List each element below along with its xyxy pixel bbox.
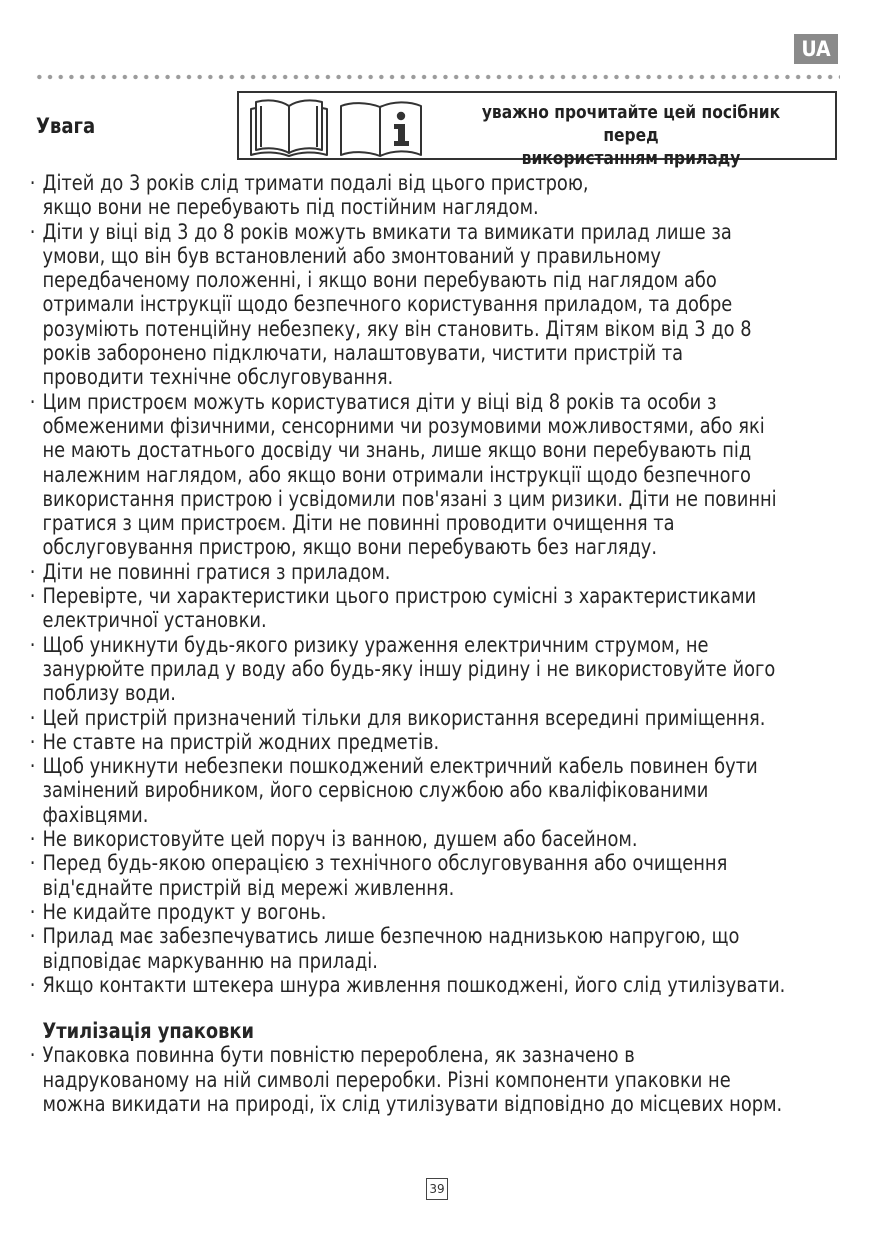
bullet-marker: · <box>29 219 36 244</box>
list-item <box>0 705 766 730</box>
list-item-line: Не кидайте продукт у вогонь. <box>42 899 327 924</box>
list-item <box>0 851 744 900</box>
list-item-line: обслуговування пристрою, якщо вони перебувають без нагляду. <box>42 535 658 560</box>
list-item <box>0 632 776 706</box>
list-item-line: Упаковка повинна бути повністю перероблена, як зазначено в <box>42 1043 635 1068</box>
list-item-line: обмеженими фізичними, сенсорними чи розумовими можливостями, або які <box>42 413 765 438</box>
list-item-line: Не використовуйте цей поруч із ванною, душем або басейном. <box>42 827 638 852</box>
list-item-line: занурюйте прилад у воду або будь-яку іншу рідину і не використовуйте його <box>42 656 776 681</box>
bullet-marker: · <box>29 705 36 730</box>
list-item-line: використання пристрою і усвідомили пов'язані з цим ризики. Діти не повинні <box>42 486 777 511</box>
list-item <box>0 754 758 827</box>
info-icon <box>339 94 423 158</box>
list-item <box>0 827 744 851</box>
list-item-line: отримали інструкції щодо безпечного користування приладом, та добре <box>42 292 733 317</box>
list-item-line: Не ставте на пристрій жодних предметів. <box>42 729 440 754</box>
list-item-line: надрукованому на ній символі переробки. Різні компоненти упаковки не <box>42 1067 731 1092</box>
bullet-marker: · <box>29 1043 36 1068</box>
list-item-line: років заборонено підключати, налаштовувати, чистити пристрій та <box>42 341 684 366</box>
list-item-line: Якщо контакти штекера шнура живлення пошкоджені, його слід утилізувати. <box>42 972 786 997</box>
list-item-line: Перед будь-якою операцією з технічного обслуговування або очищення <box>42 851 728 876</box>
notice-text <box>454 101 808 170</box>
list-item <box>0 900 744 924</box>
bullet-marker: · <box>29 632 36 657</box>
list-item <box>0 171 744 220</box>
packaging-bullet-list <box>0 1043 875 1116</box>
list-item-line: гратися з цим пристроєм. Діти не повинні проводити очищення та <box>42 511 675 536</box>
list-item-line: передбаченому положенні, і якщо вони перебувають під наглядом або <box>42 268 717 293</box>
book-icon <box>247 94 331 158</box>
list-item-line: умови, що він був встановлений або змонтований у правильному <box>42 243 661 268</box>
list-item-line: поблизу води. <box>42 681 176 706</box>
packaging-heading: Утилізація упаковки <box>42 1019 255 1044</box>
bullet-marker: · <box>29 389 36 414</box>
safety-instructions <box>0 171 875 1116</box>
list-item-line: Щоб уникнути небезпеки пошкоджений електричний кабель повинен бути <box>42 754 758 779</box>
list-item-line: можна викидати на природі, їх слід утилізувати відповідно до місцевих норм. <box>42 1091 783 1116</box>
list-item-line: фахівцями. <box>42 802 149 827</box>
section-title: Увага <box>36 114 96 138</box>
bullet-marker: · <box>29 827 36 852</box>
list-item-line: Діти у віці від 3 до 8 років можуть вмикати та вимикати прилад лише за <box>42 219 732 244</box>
bullet-marker: · <box>29 171 36 195</box>
bullet-marker: · <box>29 972 36 997</box>
list-item <box>0 219 752 390</box>
notice-line-1: уважно прочитайте цей посібник перед <box>481 102 781 146</box>
bullet-marker: · <box>29 729 36 754</box>
list-item-line: Прилад має забезпечуватись лише безпечною наднизькою напругою, що <box>42 924 740 949</box>
list-item-line: розуміють потенційну небезпеку, яку він становить. Дітям віком від 3 до 8 <box>42 316 752 341</box>
list-item-line: від'єднайте пристрій від мережі живлення. <box>42 875 455 900</box>
list-item <box>0 389 777 560</box>
list-item-line: Цим пристроєм можуть користуватися діти у віці від 8 років та особи з <box>42 389 717 414</box>
list-item-line: проводити технічне обслуговування. <box>42 365 394 390</box>
bullet-marker: · <box>29 851 36 876</box>
list-item-line: Щоб уникнути будь-якого ризику ураження електричним струмом, не <box>42 632 709 657</box>
bullet-marker: · <box>29 924 36 949</box>
read-manual-notice <box>237 91 837 169</box>
notice-line-2: використанням приладу <box>521 148 741 169</box>
list-item-line: Діти не повинні гратися з приладом. <box>42 559 391 584</box>
list-item-line: якщо вони не перебувають під постійним наглядом. <box>42 195 539 220</box>
list-item-line: Цей пристрій призначений тільки для використання всередині приміщення. <box>42 705 766 730</box>
list-item-line: Перевірте, чи характеристики цього пристрою сумісні з характеристиками <box>42 584 757 609</box>
list-item-line: замінений виробником, його сервісною службою або кваліфікованими <box>42 778 709 803</box>
language-badge: UA <box>794 34 838 64</box>
list-item <box>0 730 744 754</box>
list-item-line: Дітей до 3 років слід тримати подалі від цього пристрою, <box>42 171 589 195</box>
list-item-line: не мають достатнього досвіду чи знань, лише якщо вони перебувають під <box>42 438 752 463</box>
dotted-divider <box>34 74 840 80</box>
page-number: 39 <box>426 1178 448 1200</box>
list-item <box>0 560 744 584</box>
bullet-marker: · <box>29 899 36 924</box>
list-item-line: електричної установки. <box>42 608 267 633</box>
bullet-marker: · <box>29 754 36 779</box>
bullet-marker: · <box>29 559 36 584</box>
safety-bullet-list <box>0 171 875 997</box>
list-item-line: відповідає маркуванню на приладі. <box>42 948 378 973</box>
bullet-marker: · <box>29 584 36 609</box>
list-item <box>0 584 757 633</box>
list-item <box>0 972 786 997</box>
list-item <box>0 924 744 973</box>
list-item-line: належним наглядом, або якщо вони отримали інструкції щодо безпечного <box>42 462 751 487</box>
list-item <box>0 1043 783 1116</box>
